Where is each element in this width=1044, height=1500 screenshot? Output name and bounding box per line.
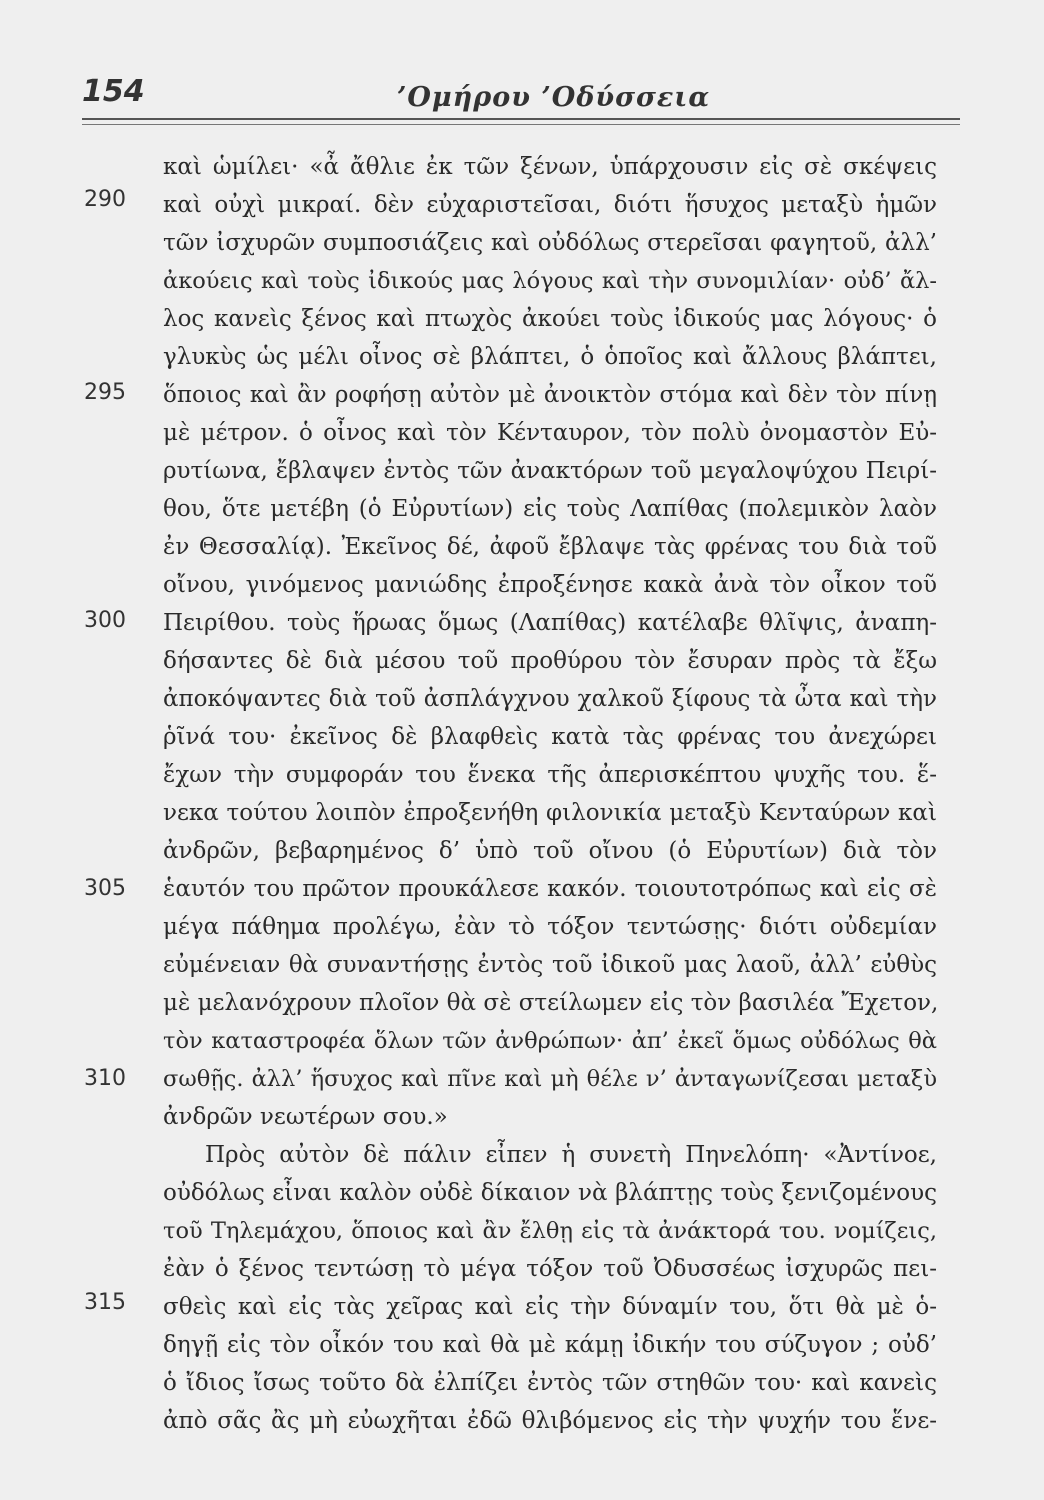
text-line: οὐδόλως εἶναι καλὸν οὐδὲ δίκαιον νὰ βλάπτῃς τοὺς ξενιζομένους bbox=[163, 1180, 937, 1206]
line-number: 300 bbox=[84, 608, 126, 633]
line-number: 295 bbox=[84, 380, 126, 405]
text-line: μὲ μελανόχρουν πλοῖον θὰ σὲ στείλωμεν εἰς τὸν βασιλέα Ἔχετον, bbox=[163, 990, 939, 1016]
text-line: ὅποιος καὶ ἂν ροφήσῃ αὐτὸν μὲ ἀνοικτὸν στόμα καὶ δὲν τὸν πίνῃ bbox=[163, 382, 937, 408]
text-line: ἀνδρῶν νεωτέρων σου.» bbox=[163, 1104, 448, 1130]
line-number: 310 bbox=[84, 1066, 126, 1091]
text-line: τοῦ Τηλεμάχου, ὅποιος καὶ ἂν ἔλθῃ εἰς τὰ ἀνάκτορά του. νομίζεις, bbox=[163, 1218, 937, 1244]
text-line: εὐμένειαν θὰ συναντήσῃς ἐντὸς τοῦ ἰδικοῦ μας λαοῦ, ἀλλ’ εὐθὺς bbox=[163, 952, 937, 978]
text-line: νεκα τούτου λοιπὸν ἐπροξενήθη φιλονικία μεταξὺ Κενταύρων καὶ bbox=[163, 800, 937, 826]
text-line: λος κανεὶς ξένος καὶ πτωχὸς ἀκούει τοὺς ἰδικούς μας λόγους· ὁ bbox=[163, 306, 937, 332]
text-line: μὲ μέτρον. ὁ οἶνος καὶ τὸν Κένταυρον, τὸν πολὺ ὀνομαστὸν Εὐ- bbox=[163, 420, 937, 446]
text-line: ἀποκόψαντες διὰ τοῦ ἀσπλάγχνου χαλκοῦ ξίφους τὰ ὦτα καὶ τὴν bbox=[163, 686, 937, 712]
text-line: Πειρίθου. τοὺς ἥρωας ὅμως (Λαπίθας) κατέλαβε θλῖψις, ἀναπη- bbox=[163, 610, 937, 636]
line-number: 315 bbox=[84, 1290, 126, 1315]
text-line: μέγα πάθημα προλέγω, ἐὰν τὸ τόξον τεντώσῃς· διότι οὐδεμίαν bbox=[163, 914, 937, 940]
text-line: ἑαυτόν του πρῶτον προυκάλεσε κακόν. τοιουτοτρόπως καὶ εἰς σὲ bbox=[163, 876, 937, 902]
line-number: 305 bbox=[84, 876, 126, 901]
text-line: ῥῖνά του· ἐκεῖνος δὲ βλαφθεὶς κατὰ τὰς φρένας του ἀνεχώρει bbox=[163, 724, 937, 750]
text-line: Πρὸς αὐτὸν δὲ πάλιν εἶπεν ἡ συνετὴ Πηνελόπη· «Ἀντίνοε, bbox=[205, 1142, 937, 1168]
header-rule bbox=[82, 118, 960, 120]
header-rule-thin bbox=[82, 124, 960, 125]
text-line: ἀνδρῶν, βεβαρημένος δ’ ὑπὸ τοῦ οἴνου (ὁ Εὐρυτίων) διὰ τὸν bbox=[163, 838, 937, 864]
text-line: ὁ ἴδιος ἴσως τοῦτο δὰ ἐλπίζει ἐντὸς τῶν στηθῶν του· καὶ κανεὶς bbox=[163, 1370, 937, 1396]
text-line: θου, ὅτε μετέβη (ὁ Εὐρυτίων) εἰς τοὺς Λαπίθας (πολεμικὸν λαὸν bbox=[163, 496, 937, 522]
text-line: ἀπὸ σᾶς ἂς μὴ εὐωχῆται ἐδῶ θλιβόμενος εἰς τὴν ψυχήν του ἕνε- bbox=[163, 1408, 937, 1434]
page-header bbox=[82, 72, 962, 132]
text-line: ἐν Θεσσαλίᾳ). Ἐκεῖνος δέ, ἀφοῦ ἔβλαψε τὰς φρένας του διὰ τοῦ bbox=[163, 534, 937, 560]
text-line: ἔχων τὴν συμφοράν του ἕνεκα τῆς ἀπερισκέπτου ψυχῆς του. ἕ- bbox=[163, 762, 937, 788]
text-line: δηγῇ εἰς τὸν οἶκόν του καὶ θὰ μὲ κάμῃ ἰδικήν του σύζυγον ; οὐδ’ bbox=[163, 1332, 937, 1358]
text-line: σωθῇς. ἀλλ’ ἥσυχος καὶ πῖνε καὶ μὴ θέλε ν’ ἀνταγωνίζεσαι μεταξὺ bbox=[163, 1066, 937, 1092]
page-number: 154 bbox=[82, 74, 145, 109]
running-title: ’Ομήρου ’Οδύσσεια bbox=[397, 82, 711, 113]
line-number: 290 bbox=[84, 187, 126, 212]
text-line: καὶ οὐχὶ μικραί. δὲν εὐχαριστεῖσαι, διότι ἥσυχος μεταξὺ ἡμῶν bbox=[163, 192, 937, 218]
text-line: τῶν ἰσχυρῶν συμποσιάζεις καὶ οὐδόλως στερεῖσαι φαγητοῦ, ἀλλ’ bbox=[163, 230, 937, 256]
text-line: γλυκὺς ὡς μέλι οἶνος σὲ βλάπτει, ὁ ὁποῖος καὶ ἄλλους βλάπτει, bbox=[163, 344, 937, 370]
text-line: ἐὰν ὁ ξένος τεντώσῃ τὸ μέγα τόξον τοῦ Ὀδυσσέως ἰσχυρῶς πει- bbox=[163, 1256, 937, 1282]
text-line: καὶ ὡμίλει· «ἆ ἄθλιε ἐκ τῶν ξένων, ὑπάρχουσιν εἰς σὲ σκέψεις bbox=[163, 154, 937, 180]
text-line: ρυτίωνα, ἔβλαψεν ἐντὸς τῶν ἀνακτόρων τοῦ μεγαλοψύχου Πειρί- bbox=[163, 458, 937, 484]
text-line: οἴνου, γινόμενος μανιώδης ἐπροξένησε κακὰ ἀνὰ τὸν οἶκον τοῦ bbox=[163, 572, 937, 598]
text-line: ἀκούεις καὶ τοὺς ἰδικούς μας λόγους καὶ τὴν συνομιλίαν· οὐδ’ ἄλ- bbox=[163, 268, 937, 294]
text-line: τὸν καταστροφέα ὅλων τῶν ἀνθρώπων· ἀπ’ ἐκεῖ ὅμως οὐδόλως θὰ bbox=[163, 1028, 937, 1054]
text-line: δήσαντες δὲ διὰ μέσου τοῦ προθύρου τὸν ἔσυραν πρὸς τὰ ἔξω bbox=[163, 648, 937, 674]
text-line: σθεὶς καὶ εἰς τὰς χεῖρας καὶ εἰς τὴν δύναμίν του, ὅτι θὰ μὲ ὁ- bbox=[163, 1294, 937, 1320]
